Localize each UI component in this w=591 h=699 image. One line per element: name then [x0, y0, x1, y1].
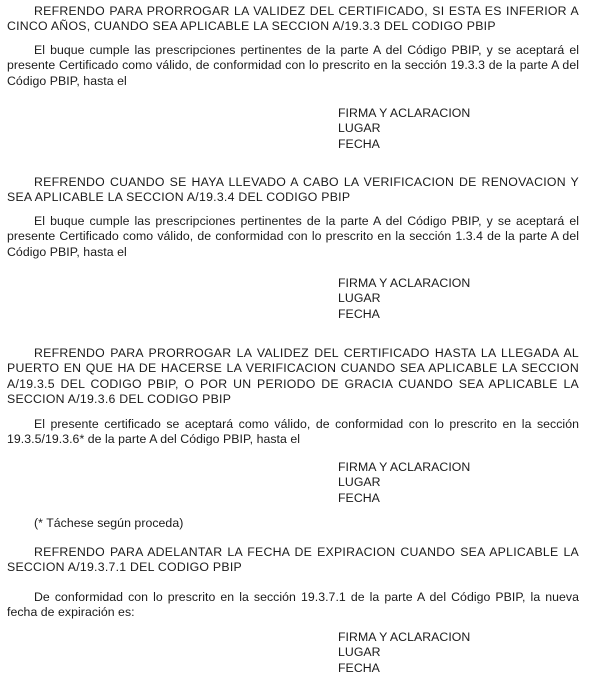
section-1-body: El buque cumple las prescripciones pertinentes de la parte A del Código PBIP, y se aceptará el presente Certificado como válido, de conformidad con lo prescrito en la sección 19.3.3 de la parte A del Código PBIP, hasta el — [7, 43, 579, 88]
signature-label-lugar: LUGAR — [338, 121, 381, 136]
section-3-body: El presente certificado se aceptará como válido, de conformidad con lo prescrito en la sección 19.3.5/19.3.6* de la parte A del Código PBIP, hasta el — [7, 417, 579, 447]
section-1-heading: REFRENDO PARA PRORROGAR LA VALIDEZ DEL CERTIFICADO, SI ESTA ES INFERIOR A CINCO AÑOS, CUANDO SEA APLICABLE LA SECCION A/19.3.3 DEL CODIGO PBIP — [7, 4, 579, 34]
section-2-body: El buque cumple las prescripciones pertinentes de la parte A del Código PBIP, y se aceptará el presente Certificado como válido, de conformidad con lo prescrito en la sección 1.3.4 de la parte A del Código PBIP, hasta el — [7, 214, 579, 259]
section-1-signature-block — [338, 106, 470, 152]
section-3-signature-block — [338, 460, 470, 506]
signature-label-firma: FIRMA Y ACLARACION — [338, 630, 471, 644]
signature-label-firma: FIRMA Y ACLARACION — [338, 106, 471, 120]
section-4-body: De conformidad con lo prescrito en la sección 19.3.7.1 de la parte A del Código PBIP, la nueva fecha de expiración es: — [7, 590, 579, 620]
section-2-signature-block — [338, 276, 470, 322]
signature-label-lugar: LUGAR — [338, 291, 381, 306]
signature-label-fecha: FECHA — [338, 490, 380, 505]
signature-label-firma: FIRMA Y ACLARACION — [338, 460, 471, 474]
signature-label-firma: FIRMA Y ACLARACION — [338, 276, 471, 290]
signature-label-fecha: FECHA — [338, 660, 380, 675]
signature-label-lugar: LUGAR — [338, 645, 381, 660]
section-2-heading: REFRENDO CUANDO SE HAYA LLEVADO A CABO LA VERIFICACION DE RENOVACION Y SEA APLICABLE LA SECCION A/19.3.4 DEL CODIGO PBIP — [7, 175, 579, 205]
signature-label-lugar: LUGAR — [338, 475, 381, 490]
signature-label-fecha: FECHA — [338, 136, 380, 151]
section-3-heading: REFRENDO PARA PRORROGAR LA VALIDEZ DEL CERTIFICADO HASTA LA LLEGADA AL PUERTO EN QUE HA DE HACERSE LA VERIFICACION CUANDO SEA APLICABLE LA SECCION A/19.3.5 DEL CODIGO PBIP, O POR UN PERIODO DE GRACIA CUANDO SEA APLICABLE LA SECCION A/19.3.6 DEL CODIGO PBIP — [7, 346, 579, 407]
signature-label-fecha: FECHA — [338, 306, 380, 321]
section-4-signature-block — [338, 630, 470, 676]
strike-note: (* Táchese según proceda) — [34, 516, 184, 530]
section-4-heading: REFRENDO PARA ADELANTAR LA FECHA DE EXPIRACION CUANDO SEA APLICABLE LA SECCION A/19.3.7.1 DEL CODIGO PBIP — [7, 545, 579, 575]
